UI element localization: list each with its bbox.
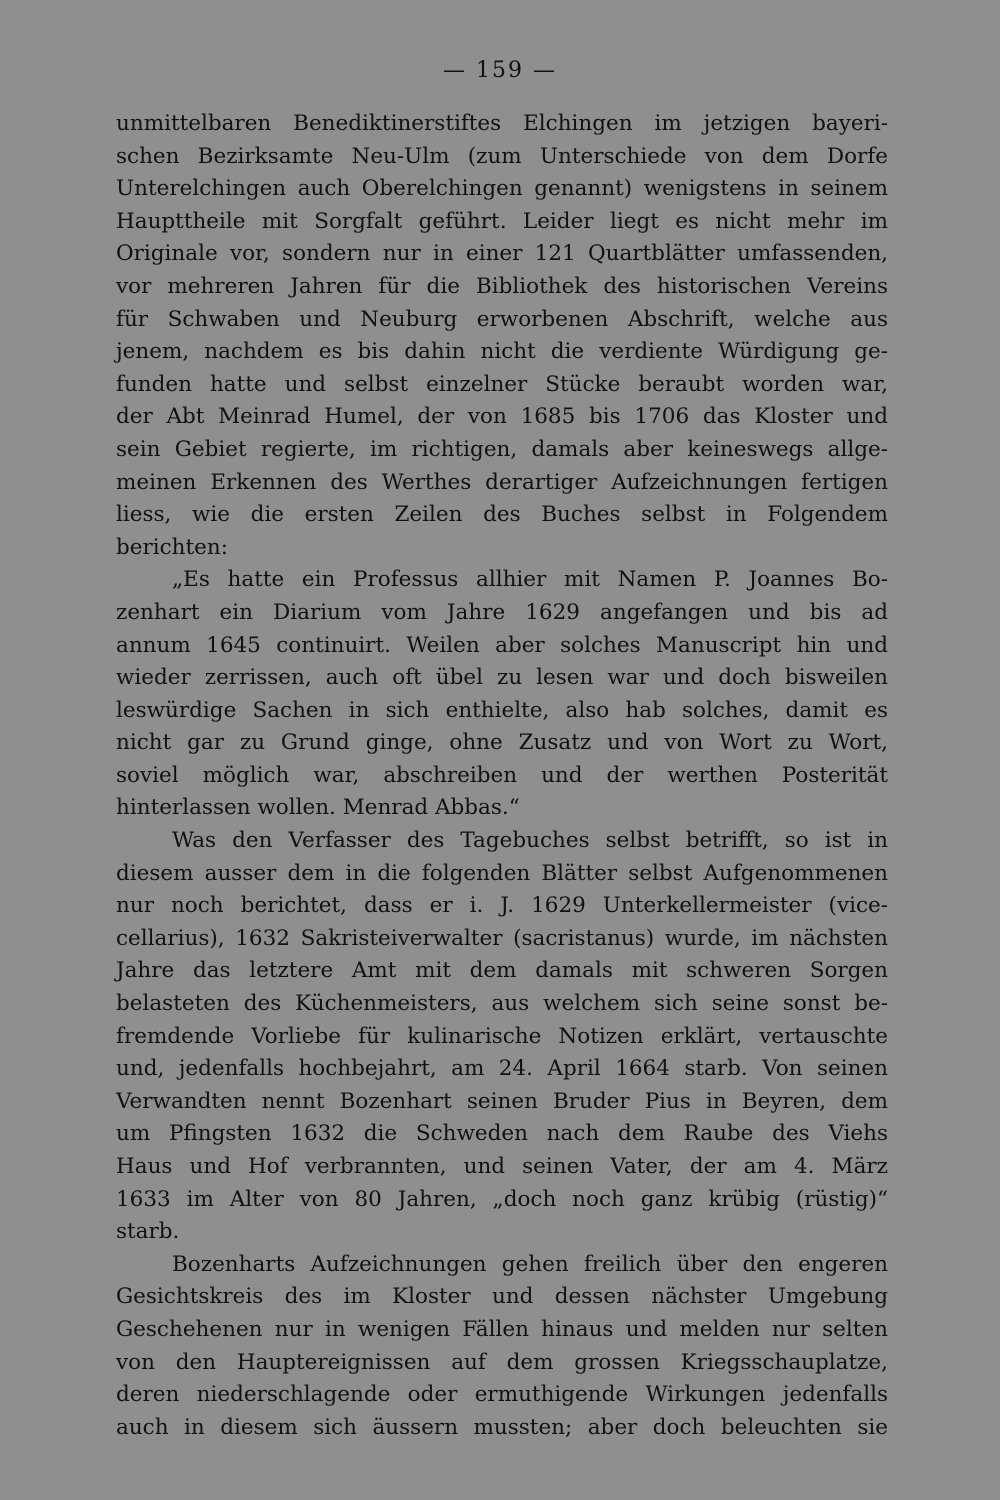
- text-line: vor mehreren Jahren für die Bibliothek des historischen Vereins: [116, 273, 888, 299]
- text-line: Verwandten nennt Bozenhart seinen Bruder Pius in Beyren, dem: [116, 1088, 888, 1114]
- text-line: Gesichtskreis des im Kloster und dessen nächster Umgebung: [116, 1284, 888, 1310]
- text-line: funden hatte und selbst einzelner Stücke beraubt worden war,: [116, 371, 888, 397]
- text-line: wieder zerrissen, auch oft übel zu lesen war und doch bisweilen: [116, 665, 888, 691]
- text-line: soviel möglich war, abschreiben und der werthen Posterität: [116, 762, 888, 788]
- text-line: jenem, nachdem es bis dahin nicht die verdiente Würdigung ge-: [116, 339, 888, 365]
- text-line: annum 1645 continuirt. Weilen aber solches Manuscript hin und: [116, 632, 888, 658]
- text-line: auch in diesem sich äussern mussten; aber doch beleuchten sie: [116, 1414, 888, 1440]
- text-line: für Schwaben und Neuburg erworbenen Abschrift, welche aus: [116, 306, 888, 332]
- text-line: hinterlassen wollen. Menrad Abbas.“: [116, 795, 520, 821]
- body-text: [116, 108, 888, 1444]
- text-line: belasteten des Küchenmeisters, aus welchem sich seine sonst be-: [116, 991, 888, 1017]
- text-line: der Abt Meinrad Humel, der von 1685 bis 1706 das Kloster und: [116, 404, 888, 430]
- text-line: Jahre das letztere Amt mit dem damals mit schweren Sorgen: [116, 958, 888, 984]
- text-line: diesem ausser dem in die folgenden Blätter selbst Aufgenommenen: [116, 860, 888, 886]
- text-line: leswürdige Sachen in sich enthielte, also hab solches, damit es: [116, 697, 888, 723]
- text-line: „Es hatte ein Professus allhier mit Namen P. Joannes Bo-: [172, 567, 888, 593]
- text-line: nicht gar zu Grund ginge, ohne Zusatz und von Wort zu Wort,: [116, 730, 888, 756]
- text-line: starb.: [116, 1219, 180, 1245]
- text-line: sein Gebiet regierte, im richtigen, damals aber keineswegs allge-: [116, 436, 888, 462]
- text-line: schen Bezirksamte Neu-Ulm (zum Unterschiede von dem Dorfe: [116, 143, 888, 169]
- text-line: von den Hauptereignissen auf dem grossen Kriegsschauplatze,: [116, 1349, 888, 1375]
- text-line: 1633 im Alter von 80 Jahren, „doch noch ganz krübig (rüstig)“: [116, 1186, 888, 1212]
- text-line: Haus und Hof verbrannten, und seinen Vater, der am 4. März: [116, 1154, 888, 1179]
- text-line: Originale vor, sondern nur in einer 121 Quartblätter umfassenden,: [116, 241, 888, 267]
- text-line: fremdende Vorliebe für kulinarische Notizen erklärt, vertauschte: [116, 1023, 888, 1049]
- page-number: — 159 —: [443, 58, 557, 83]
- text-line: unmittelbaren Benediktinerstiftes Elchingen im jetzigen bayeri-: [116, 111, 888, 136]
- text-line: und, jedenfalls hochbejahrt, am 24. April 1664 starb. Von seinen: [116, 1056, 888, 1082]
- text-line: liess, wie die ersten Zeilen des Buches selbst in Folgendem: [116, 502, 888, 528]
- text-line: Was den Verfasser des Tagebuches selbst betrifft, so ist in: [172, 828, 888, 854]
- text-line: nur noch berichtet, dass er i. J. 1629 Unterkellermeister (vice-: [116, 893, 888, 919]
- text-line: meinen Erkennen des Werthes derartiger Aufzeichnungen fertigen: [116, 469, 888, 495]
- text-line: Geschehenen nur in wenigen Fällen hinaus und melden nur selten: [116, 1316, 888, 1342]
- text-line: Unterelchingen auch Oberelchingen genannt) wenigstens in seinem: [116, 176, 888, 202]
- text-line: zenhart ein Diarium vom Jahre 1629 angefangen und bis ad: [116, 599, 888, 625]
- text-line: berichten:: [116, 534, 228, 560]
- text-line: cellarius), 1632 Sakristeiverwalter (sacristanus) wurde, im nächsten: [116, 925, 888, 951]
- text-line: um Pfingsten 1632 die Schweden nach dem Raube des Viehs: [116, 1121, 888, 1147]
- text-line: Haupttheile mit Sorgfalt geführt. Leider liegt es nicht mehr im: [116, 208, 888, 234]
- text-line: Bozenharts Aufzeichnungen gehen freilich über den engeren: [172, 1251, 888, 1277]
- text-line: deren niederschlagende oder ermuthigende Wirkungen jedenfalls: [116, 1382, 888, 1408]
